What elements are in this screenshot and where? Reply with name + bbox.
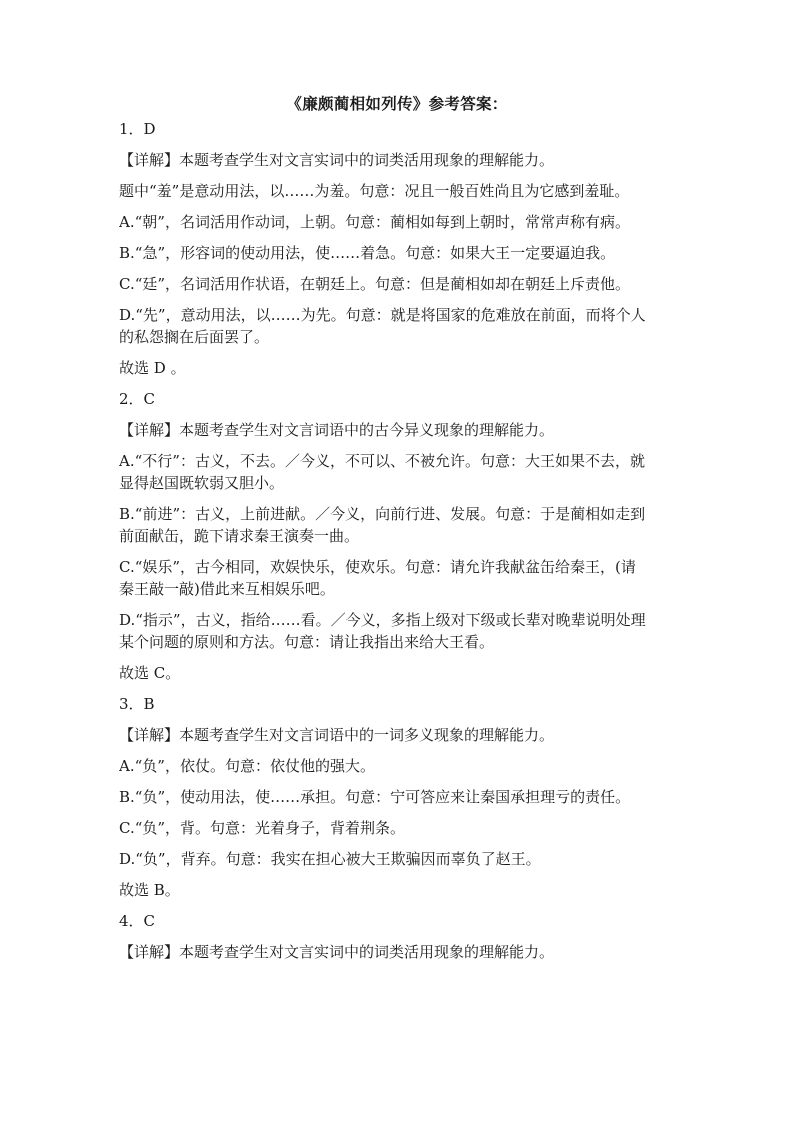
question-2-option-d: D.“指示”，古义，指给……看。／今义，多指上级对下级或长辈对晚辈说明处理 [119, 611, 646, 629]
question-3-answer: 3．B [119, 695, 155, 713]
question-2-option-d-cont: 某个问题的原则和方法。句意：请让我指出来给大王看。 [119, 633, 495, 651]
question-1-option-b: B.“急”，形容词的使动用法，使……着急。句意：如果大王一定要逼迫我。 [119, 244, 616, 262]
question-1-option-a: A.“朝”，名词活用作动词，上朝。句意：蔺相如每到上朝时，常常声称有病。 [119, 213, 630, 231]
question-1-option-d: D.“先”，意动用法，以……为先。句意：就是将国家的危难放在前面，而将个人 [119, 306, 646, 324]
document-title: 《廉颇蔺相如列传》参考答案： [286, 94, 508, 113]
question-2-answer: 2．C [119, 390, 156, 408]
question-2-option-a-cont: 显得赵国既软弱又胆小。 [119, 474, 285, 492]
question-1-option-c: C.“廷”，名词活用作状语，在朝廷上。句意：但是蔺相如却在朝廷上斥责他。 [119, 275, 631, 293]
question-1-stem-note: 题中“羞”是意动用法，以……为羞。句意：况且一般百姓尚且为它感到羞耻。 [119, 182, 630, 200]
question-1-option-d-cont: 的私怨搁在后面罢了。 [119, 328, 270, 346]
question-2-option-a: A.“不行”：古义，不去。／今义，不可以、不被允许。句意：大王如果不去，就 [119, 452, 645, 470]
question-2-explanation: 【详解】本题考查学生对文言词语中的古今异义现象的理解能力。 [119, 421, 555, 439]
question-4-explanation: 【详解】本题考查学生对文言实词中的词类活用现象的理解能力。 [119, 943, 555, 961]
question-2-option-c-cont: 秦王敲一敲)借此来互相娱乐吧。 [119, 580, 335, 598]
question-2-option-c: C.“娱乐”，古今相同，欢娱快乐，使欢乐。句意：请允许我献盆缶给秦王，(请 [119, 558, 636, 576]
question-1-conclusion: 故选 D 。 [119, 359, 186, 377]
question-3-option-c: C.“负”，背。句意：光着身子，背着荆条。 [119, 819, 406, 837]
question-1-answer: 1．D [119, 120, 156, 138]
question-3-explanation: 【详解】本题考查学生对文言词语中的一词多义现象的理解能力。 [119, 726, 555, 744]
question-3-conclusion: 故选 B。 [119, 881, 180, 899]
question-2-option-b-cont: 前面献缶，跪下请求秦王演奏一曲。 [119, 527, 360, 545]
question-3-option-d: D.“负”，背弃。句意：我实在担心被大王欺骗因而辜负了赵王。 [119, 850, 541, 868]
question-2-conclusion: 故选 C。 [119, 664, 181, 682]
question-3-option-b: B.“负”，使动用法，使……承担。句意：宁可答应来让秦国承担理亏的责任。 [119, 788, 631, 806]
question-1-explanation: 【详解】本题考查学生对文言实词中的词类活用现象的理解能力。 [119, 151, 555, 169]
question-2-option-b: B.“前进”：古义，上前进献。／今义，向前行进、发展。句意：于是蔺相如走到 [119, 505, 646, 523]
document-body [119, 118, 679, 972]
question-3-option-a: A.“负”，依仗。句意：依仗他的强大。 [119, 757, 375, 775]
question-4-answer: 4．C [119, 912, 156, 930]
